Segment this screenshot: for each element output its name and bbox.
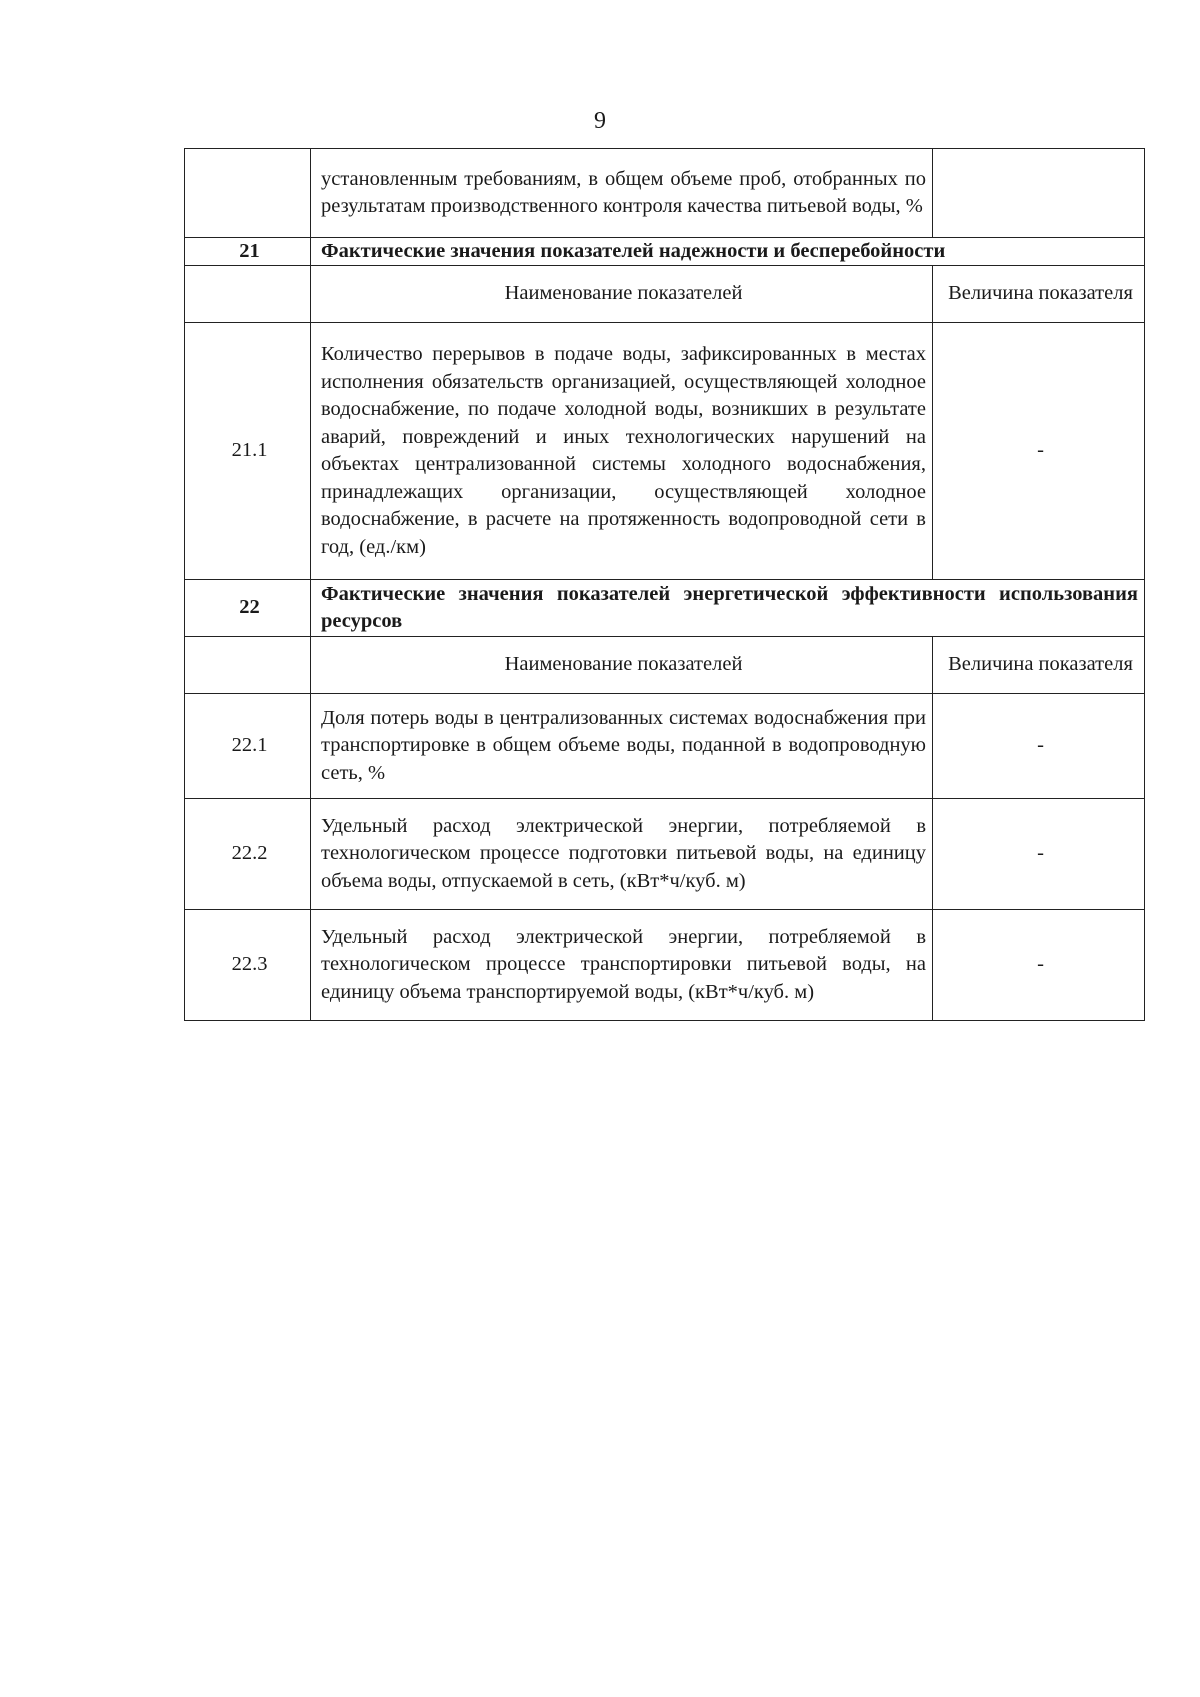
column-header-value: Величина показателя	[933, 266, 1145, 323]
row-value-cell: -	[933, 323, 1145, 580]
row-value-cell: -	[933, 910, 1145, 1021]
section-header-row-21	[185, 238, 1145, 266]
section-title-cell: Фактические значения показателей надежности и бесперебойности	[311, 238, 1145, 266]
section-header-row-22	[185, 580, 1145, 637]
column-header-value: Величина показателя	[933, 637, 1145, 694]
column-header-empty-cell	[185, 266, 311, 323]
row-description-cell: Количество перерывов в подаче воды, зафиксированных в местах исполнения обязательств организацией, осуществляющей холодное водоснабжение, по подаче холодной воды, возникших в результате аварий, повреждений и иных технологических нарушений на объектах централизованной системы холодного водоснабжения, принадлежащих организации, осуществляющей холодное водоснабжение, в расчете на протяженность водопроводной сети в год, (ед./км)	[311, 323, 933, 580]
section-number-cell: 22	[185, 580, 311, 637]
section-number-cell: 21	[185, 238, 311, 266]
table-row-21-1	[185, 323, 1145, 580]
table-row-22-2	[185, 799, 1145, 910]
row-value-cell: -	[933, 694, 1145, 799]
section-title-cell: Фактические значения показателей энергетической эффективности использования ресурсов	[311, 580, 1145, 637]
column-header-row-21	[185, 266, 1145, 323]
row-value-cell	[933, 149, 1145, 238]
row-description-cell: Удельный расход электрической энергии, потребляемой в технологическом процессе подготовки питьевой воды, на единицу объема воды, отпускаемой в сеть, (кВт*ч/куб. м)	[311, 799, 933, 910]
row-description-cell: установленным требованиям, в общем объеме проб, отобранных по результатам производственного контроля качества питьевой воды, %	[311, 149, 933, 238]
row-number-cell	[185, 149, 311, 238]
table-row-22-3	[185, 910, 1145, 1021]
indicators-table	[184, 148, 1145, 1021]
table-row-22-1	[185, 694, 1145, 799]
column-header-row-22	[185, 637, 1145, 694]
row-number-cell: 22.2	[185, 799, 311, 910]
row-description-cell: Доля потерь воды в централизованных системах водоснабжения при транспортировке в общем объеме воды, поданной в водопроводную сеть, %	[311, 694, 933, 799]
row-description-cell: Удельный расход электрической энергии, потребляемой в технологическом процессе транспортировки питьевой воды, на единицу объема транспортируемой воды, (кВт*ч/куб. м)	[311, 910, 933, 1021]
page-number: 9	[594, 108, 606, 134]
row-value-cell: -	[933, 799, 1145, 910]
row-number-cell: 22.1	[185, 694, 311, 799]
column-header-empty-cell	[185, 637, 311, 694]
column-header-name: Наименование показателей	[311, 266, 933, 323]
column-header-name: Наименование показателей	[311, 637, 933, 694]
table-row-continuation	[185, 149, 1145, 238]
row-number-cell: 21.1	[185, 323, 311, 580]
row-number-cell: 22.3	[185, 910, 311, 1021]
